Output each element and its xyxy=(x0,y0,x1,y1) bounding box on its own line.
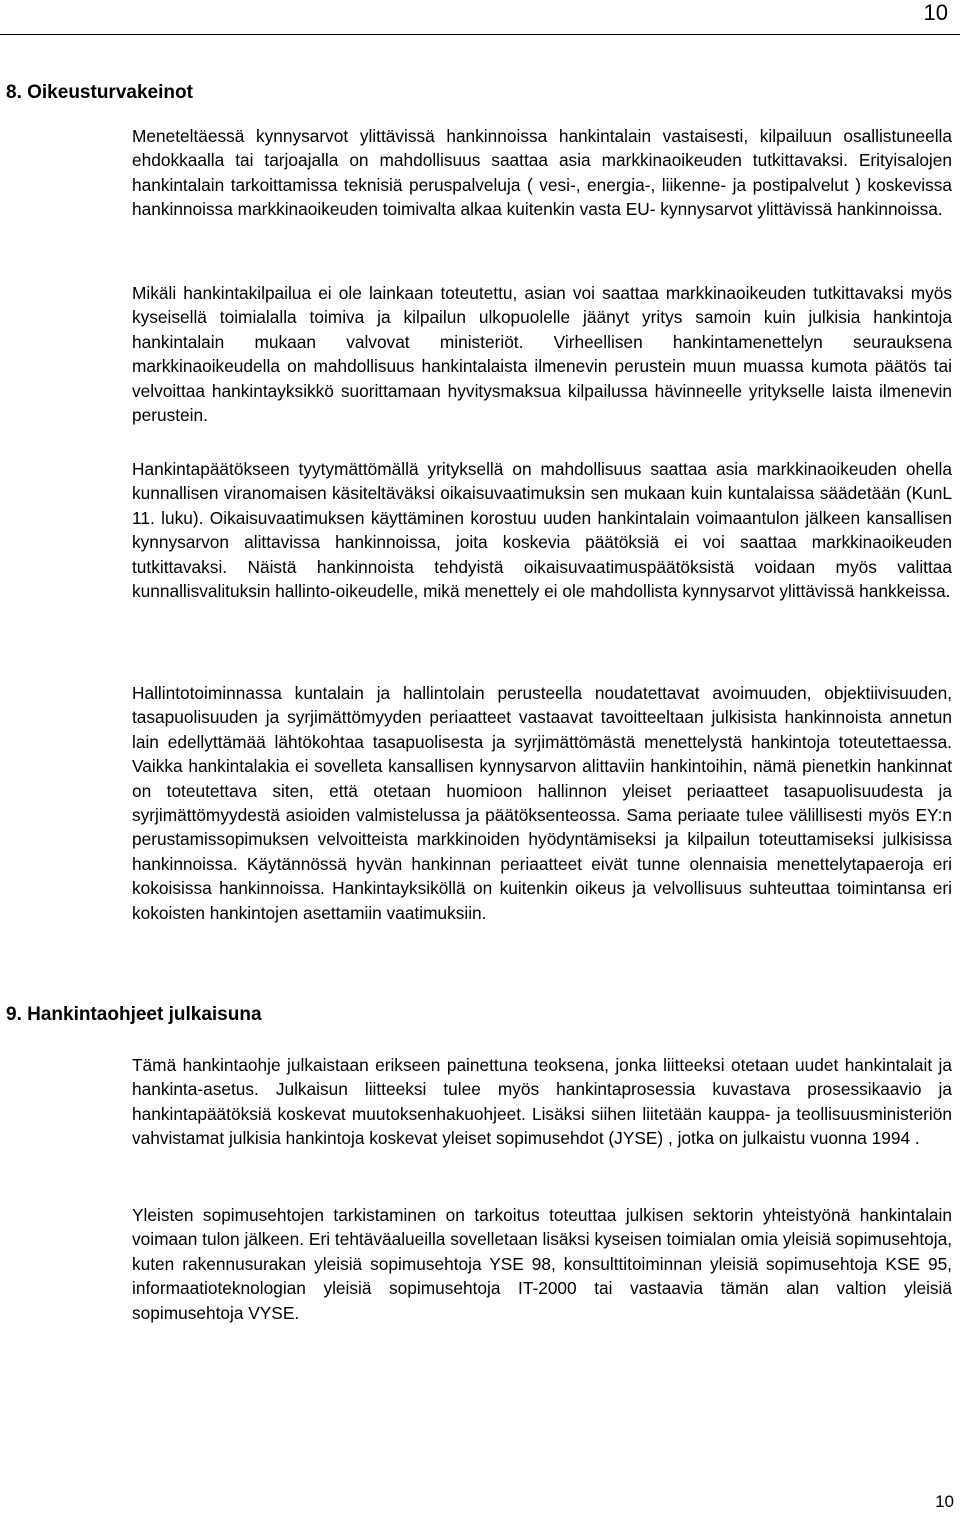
section-heading-9: 9. Hankintaohjeet julkaisuna xyxy=(6,1004,262,1025)
section-heading-8: 8. Oikeusturvakeinot xyxy=(6,82,193,103)
section-8-paragraph-4: Hallintotoiminnassa kuntalain ja hallintolain perusteella noudatettavat avoimuuden, objektiivisuuden, tasapuolisuuden ja syrjimättömyyden periaatteet vastaavat tavoitteeltaan julkisista hankinnoista annetun lain edellyttämää lähtökohtaa tasapuolisesta ja syrjimättömästä menettelystä hankintoja toteutettaessa. Vaikka hankintalakia ei sovelleta kansallisen kynnysarvon alittaviin hankintoihin, nämä pienetkin hankinnat on toteutettava siten, että otetaan huomioon hallinnon yleiset periaatteet tasapuolisuudesta ja syrjimättömyydestä asioiden valmistelussa ja päätöksenteossa. Sama periaate tulee välillisesti myös EY:n perustamissopimuksen velvoitteista markkinoiden hyödyntämiseksi ja kilpailun toteuttamiseksi julkisissa hankinnoissa. Käytännössä hyvän hankinnan periaatteet eivät tunne olennaisia menettelytapaeroja eri kokoisissa hankinnoissa. Hankintayksiköllä on kuitenkin oikeus ja velvollisuus suhteuttaa toimintansa eri kokoisten hankintojen asettamiin vaatimuksiin. xyxy=(132,683,952,923)
header-rule xyxy=(0,34,960,35)
page-number-bottom: 10 xyxy=(935,1492,954,1511)
section-8-paragraph-3: Hankintapäätökseen tyytymättömällä yrityksellä on mahdollisuus saattaa asia markkinaoikeuden ohella kunnallisen viranomaisen käsiteltäväksi oikaisuvaatimuksin sen mukaan kuin kuntalaissa säädetään (KunL 11. luku). Oikaisuvaatimuksen käyttäminen korostuu uuden hankintalain voimaantulon jälkeen kansallisen kynnysarvon alittavissa hankinnoissa, joita koskevia päätöksiä ei voi saattaa markkinaoikeuden tutkittavaksi. Näistä hankinnoista tehdyistä oikaisuvaatimuspäätöksistä voidaan myös valittaa kunnallisvalituksin hallinto-oikeudelle, mikä menettely ei ole mahdollista kynnysarvot ylittävissä hankkeissa. xyxy=(132,459,952,602)
page-number-top: 10 xyxy=(923,0,948,25)
section-8-paragraph-2: Mikäli hankintakilpailua ei ole lainkaan toteutettu, asian voi saattaa markkinaoikeuden tutkittavaksi myös kyseisellä toimialalla toimiva ja kilpailun ulkopuolelle jäänyt yritys samoin kuin julkisia hankintoja hankintalain mukaan valvovat ministeriöt. Virheellisen hankintamenettelyn seurauksena markkinaoikeudella on mahdollisuus hankintalaista ilmenevin perustein muun muassa kumota päätös tai velvoittaa hankintayksikkö suorittamaan hyvitysmaksua kilpailussa hävinneelle yritykselle laista ilmenevin perustein. xyxy=(132,283,952,426)
section-9-paragraph-2: Yleisten sopimusehtojen tarkistaminen on tarkoitus toteuttaa julkisen sektorin yhteistyönä hankintalain voimaan tulon jälkeen. Eri tehtäväalueilla sovelletaan lisäksi kyseisen toimialan omia yleisiä sopimusehtoja, kuten rakennusurakan yleisiä sopimusehtoja YSE 98, konsulttitoiminnan yleisiä sopimusehtoja KSE 95, informaatioteknologian yleisiä sopimusehtoja IT-2000 tai vastaavia tämän alan valtion yleisiä sopimusehtoja VYSE. xyxy=(132,1205,952,1323)
section-8-paragraph-1: Meneteltäessä kynnysarvot ylittävissä hankinnoissa hankintalain vastaisesti, kilpailuun osallistuneella ehdokkaalla tai tarjoajalla on mahdollisuus saattaa asia markkinaoikeuden tutkittavaksi. Erityisalojen hankintalain tarkoittamissa teknisiä peruspalveluja ( vesi-, energia-, liikenne- ja postipalvelut ) koskevissa hankinnoissa markkinaoikeuden toimivalta alkaa kuitenkin vasta EU- kynnysarvot ylittävissä hankinnoissa. xyxy=(132,126,952,220)
section-9-paragraph-1: Tämä hankintaohje julkaistaan erikseen painettuna teoksena, jonka liitteeksi otetaan uudet hankintalait ja hankinta-asetus. Julkaisun liitteeksi tulee myös hankintaprosessia kuvastava prosessikaavio ja hankintapäätöksiä koskevat muutoksenhakuohjeet. Lisäksi siihen liitetään kauppa- ja teollisuusministeriön vahvistamat julkisia hankintoja koskevat yleiset sopimusehdot (JYSE) , jotka on julkaistu vuonna 1994 . xyxy=(132,1055,952,1149)
